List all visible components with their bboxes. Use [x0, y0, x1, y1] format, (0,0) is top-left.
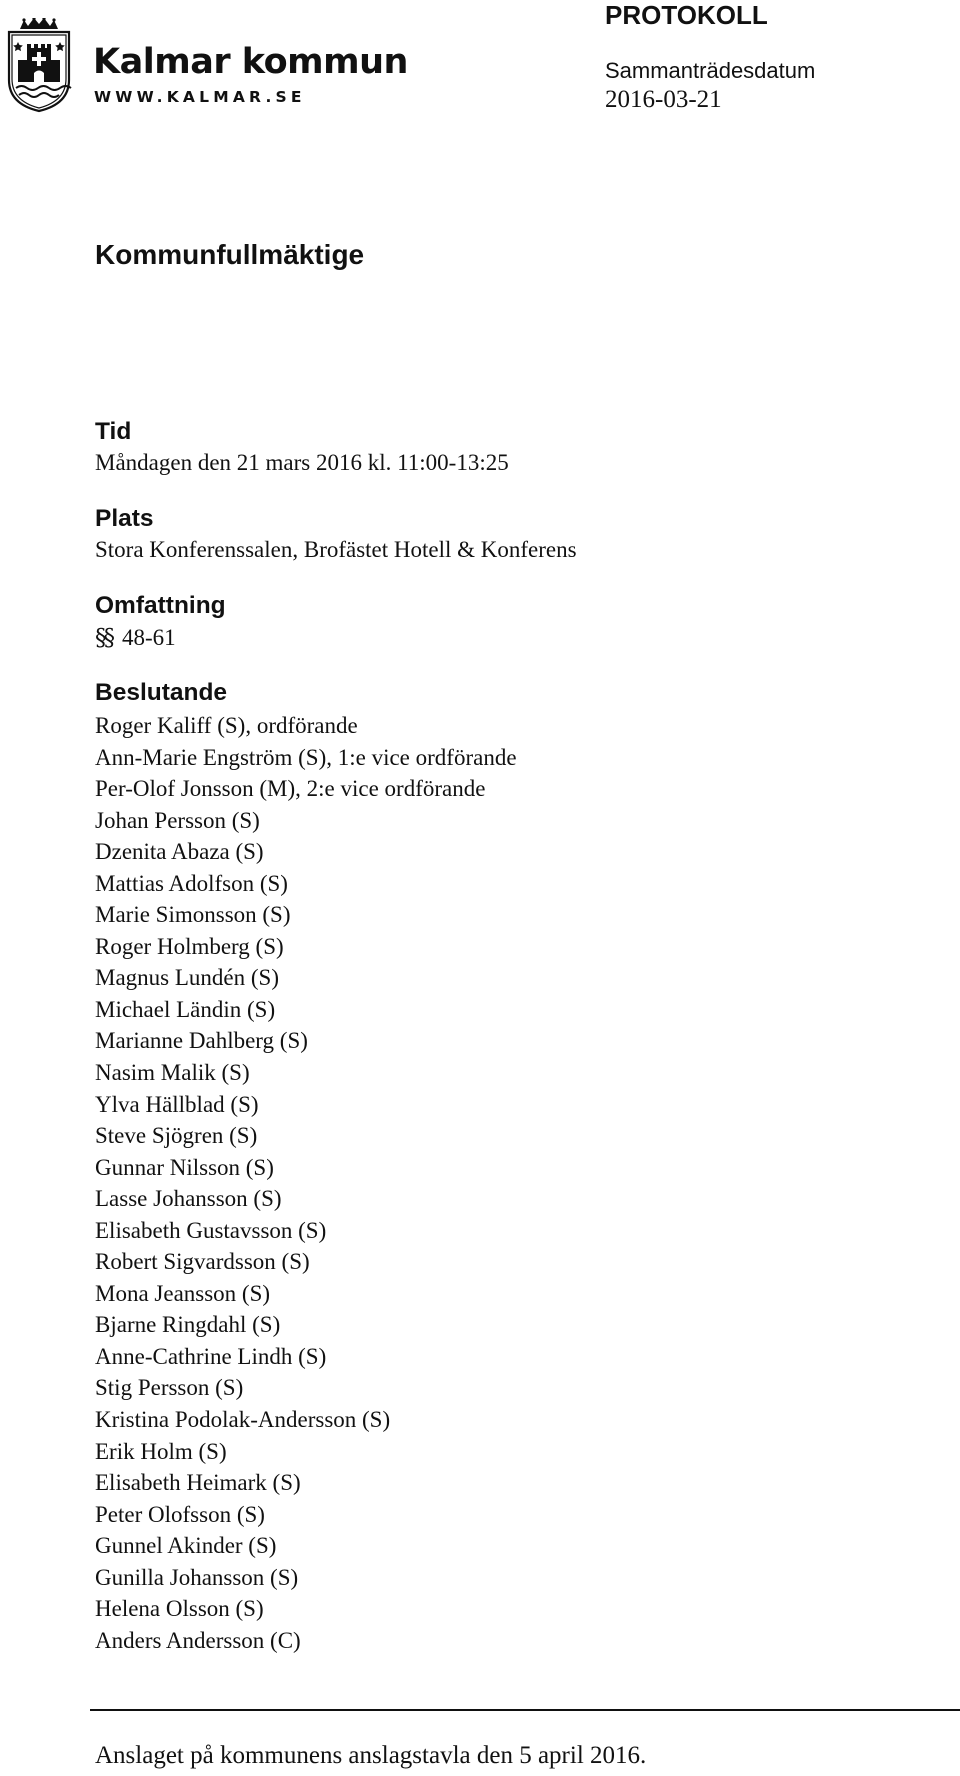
logo-url: WWW.KALMAR.SE [94, 88, 306, 106]
omfattning-heading: Omfattning [95, 592, 226, 619]
member-item: Mattias Adolfson (S) [95, 870, 288, 896]
document-type: PROTOKOLL [605, 0, 768, 30]
meeting-date-value: 2016-03-21 [605, 86, 722, 113]
member-item: Roger Kaliff (S), ordförande [95, 713, 358, 738]
member-item: Ann-Marie Engström (S), 1:e vice ordförande [95, 744, 517, 770]
member-item: Marie Simonsson (S) [95, 902, 291, 928]
beslutande-list [95, 710, 517, 1656]
member-item: Michael Ländin (S) [95, 996, 276, 1022]
member-item: Kristina Podolak-Andersson (S) [95, 1407, 391, 1433]
plats-text: Stora Konferenssalen, Brofästet Hotell & Konferens [95, 537, 577, 562]
member-item: Helena Olsson (S) [95, 1596, 264, 1622]
member-item: Marianne Dahlberg (S) [95, 1028, 308, 1054]
member-item: Nasim Malik (S) [95, 1060, 250, 1086]
member-item: Mona Jeansson (S) [95, 1280, 271, 1306]
member-item: Dzenita Abaza (S) [95, 839, 264, 865]
member-item: Anne-Cathrine Lindh (S) [95, 1343, 327, 1369]
meeting-date-label: Sammanträdesdatum [605, 58, 816, 83]
footer-divider [90, 1709, 960, 1711]
member-item: Roger Holmberg (S) [95, 933, 284, 959]
member-item: Steve Sjögren (S) [95, 1123, 258, 1149]
member-item: Stig Persson (S) [95, 1375, 244, 1401]
member-item: Lasse Johansson (S) [95, 1186, 282, 1212]
member-item: Gunilla Johansson (S) [95, 1564, 299, 1590]
omfattning-text: 48-61 [122, 625, 176, 650]
kalmar-coat-of-arms-icon [6, 18, 72, 114]
member-item: Per-Olof Jonsson (M), 2:e vice ordförande [95, 776, 486, 802]
member-item: Ylva Hällblad (S) [95, 1091, 259, 1117]
member-item: Bjarne Ringdahl (S) [95, 1312, 281, 1338]
member-item: Erik Holm (S) [95, 1438, 227, 1464]
plats-heading: Plats [95, 505, 154, 532]
member-item: Gunnar Nilsson (S) [95, 1154, 274, 1180]
omfattning-row [95, 623, 176, 653]
member-item: Elisabeth Heimark (S) [95, 1470, 301, 1496]
member-item: Magnus Lundén (S) [95, 965, 279, 991]
beslutande-heading: Beslutande [95, 679, 228, 706]
footer-note: Anslaget på kommunens anslagstavla den 5 april 2016. [95, 1742, 647, 1769]
tid-text: Måndagen den 21 mars 2016 kl. 11:00-13:25 [95, 450, 509, 475]
member-item: Johan Persson (S) [95, 807, 260, 833]
member-item: Gunnel Akinder (S) [95, 1533, 277, 1559]
section-sign-icon: §§ [95, 625, 112, 651]
member-item: Anders Andersson (C) [95, 1627, 301, 1653]
member-item: Elisabeth Gustavsson (S) [95, 1217, 327, 1243]
tid-heading: Tid [95, 418, 132, 445]
logo-name: Kalmar kommun [93, 42, 408, 82]
member-item: Robert Sigvardsson (S) [95, 1249, 310, 1275]
committee-title: Kommunfullmäktige [95, 239, 365, 270]
member-item: Peter Olofsson (S) [95, 1501, 265, 1527]
